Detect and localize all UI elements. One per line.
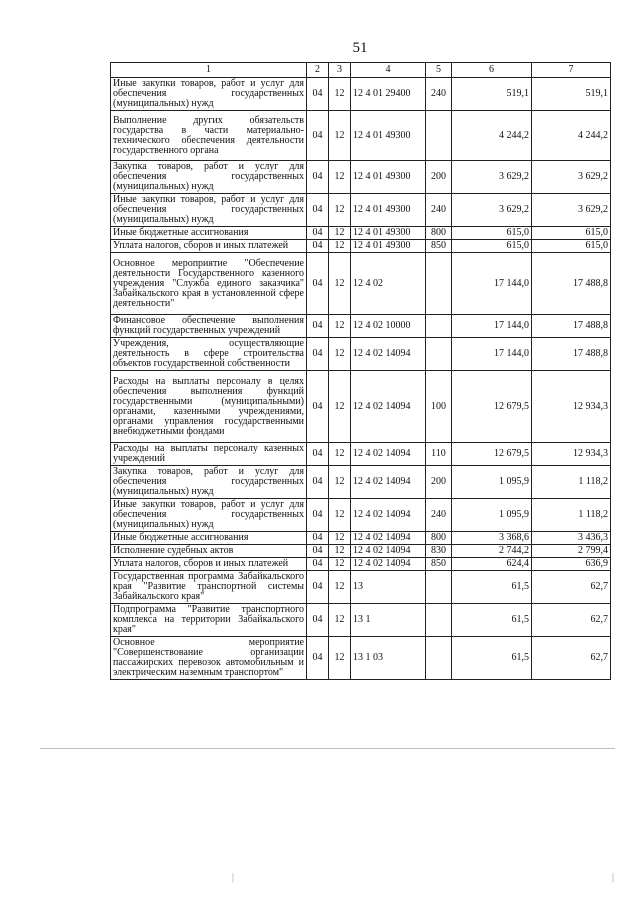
- amount-year1-cell: 519,1: [452, 78, 532, 111]
- expense-type-cell: [426, 571, 452, 604]
- amount-year2-cell: 615,0: [532, 240, 611, 253]
- expense-type-cell: [426, 111, 452, 161]
- expense-type-cell: [426, 253, 452, 315]
- table-row: [111, 78, 611, 111]
- expense-type-cell: 200: [426, 161, 452, 194]
- table-row: [111, 227, 611, 240]
- expense-name-cell: Иные закупки товаров, работ и услуг для обеспечения государственных (муниципальных) нужд: [111, 194, 307, 227]
- expense-type-cell: 200: [426, 466, 452, 499]
- subsection-code-cell: 12: [329, 338, 351, 371]
- table-row: [111, 499, 611, 532]
- table-row: [111, 194, 611, 227]
- expense-name-cell: Расходы на выплаты персоналу в целях обеспечения выполнения функций государственными (муниципальными) органами, казенными учреждениями, органами управления государственными внебюджетными фондами: [111, 371, 307, 443]
- amount-year2-cell: 17 488,8: [532, 253, 611, 315]
- table-row: [111, 571, 611, 604]
- amount-year1-cell: 61,5: [452, 637, 532, 680]
- subsection-code-cell: 12: [329, 558, 351, 571]
- subsection-code-cell: 12: [329, 604, 351, 637]
- header-cell: 2: [307, 63, 329, 78]
- table-row: [111, 371, 611, 443]
- expense-type-cell: [426, 315, 452, 338]
- amount-year2-cell: 1 118,2: [532, 499, 611, 532]
- table-row: [111, 466, 611, 499]
- amount-year1-cell: 3 629,2: [452, 194, 532, 227]
- amount-year1-cell: 1 095,9: [452, 499, 532, 532]
- section-code-cell: 04: [307, 338, 329, 371]
- amount-year2-cell: 62,7: [532, 604, 611, 637]
- target-article-cell: 13: [351, 571, 426, 604]
- amount-year2-cell: 62,7: [532, 571, 611, 604]
- section-code-cell: 04: [307, 558, 329, 571]
- target-article-cell: 12 4 02 14094: [351, 466, 426, 499]
- amount-year2-cell: 17 488,8: [532, 338, 611, 371]
- expense-type-cell: [426, 338, 452, 371]
- amount-year1-cell: 17 144,0: [452, 338, 532, 371]
- section-code-cell: 04: [307, 194, 329, 227]
- target-article-cell: 12 4 02: [351, 253, 426, 315]
- expense-name-cell: Государственная программа Забайкальского края "Развитие транспортной системы Забайкальского края": [111, 571, 307, 604]
- subsection-code-cell: 12: [329, 315, 351, 338]
- subsection-code-cell: 12: [329, 161, 351, 194]
- amount-year2-cell: 2 799,4: [532, 545, 611, 558]
- amount-year1-cell: 12 679,5: [452, 371, 532, 443]
- header-cell: 6: [452, 63, 532, 78]
- target-article-cell: 12 4 01 49300: [351, 227, 426, 240]
- section-code-cell: 04: [307, 637, 329, 680]
- section-code-cell: 04: [307, 111, 329, 161]
- header-cell: 3: [329, 63, 351, 78]
- amount-year1-cell: 4 244,2: [452, 111, 532, 161]
- expense-name-cell: Закупка товаров, работ и услуг для обеспечения государственных (муниципальных) нужд: [111, 161, 307, 194]
- section-code-cell: 04: [307, 78, 329, 111]
- section-code-cell: 04: [307, 466, 329, 499]
- subsection-code-cell: 12: [329, 499, 351, 532]
- amount-year2-cell: 1 118,2: [532, 466, 611, 499]
- section-code-cell: 04: [307, 532, 329, 545]
- amount-year2-cell: 519,1: [532, 78, 611, 111]
- section-code-cell: 04: [307, 315, 329, 338]
- amount-year1-cell: 624,4: [452, 558, 532, 571]
- expense-name-cell: Иные бюджетные ассигнования: [111, 532, 307, 545]
- target-article-cell: 12 4 02 10000: [351, 315, 426, 338]
- target-article-cell: 12 4 02 14094: [351, 338, 426, 371]
- table-row: [111, 315, 611, 338]
- expense-name-cell: Подпрограмма "Развитие транспортного комплекса на территории Забайкальского края": [111, 604, 307, 637]
- subsection-code-cell: 12: [329, 240, 351, 253]
- amount-year2-cell: 636,9: [532, 558, 611, 571]
- page-number: 51: [352, 40, 368, 56]
- table-row: [111, 532, 611, 545]
- expense-type-cell: 800: [426, 532, 452, 545]
- scan-mark: |: [232, 872, 235, 883]
- section-code-cell: 04: [307, 227, 329, 240]
- target-article-cell: 13 1 03: [351, 637, 426, 680]
- section-code-cell: 04: [307, 371, 329, 443]
- table-row: [111, 240, 611, 253]
- amount-year1-cell: 12 679,5: [452, 443, 532, 466]
- subsection-code-cell: 12: [329, 545, 351, 558]
- expense-name-cell: Выполнение других обязательств государства в части материально-технического обеспечения деятельности государственного органа: [111, 111, 307, 161]
- expense-name-cell: Уплата налогов, сборов и иных платежей: [111, 240, 307, 253]
- expense-name-cell: Закупка товаров, работ и услуг для обеспечения государственных (муниципальных) нужд: [111, 466, 307, 499]
- table-row: [111, 637, 611, 680]
- subsection-code-cell: 12: [329, 532, 351, 545]
- table-row: [111, 111, 611, 161]
- header-cell: 4: [351, 63, 426, 78]
- section-code-cell: 04: [307, 161, 329, 194]
- expense-type-cell: 240: [426, 194, 452, 227]
- expense-type-cell: 110: [426, 443, 452, 466]
- amount-year2-cell: 62,7: [532, 637, 611, 680]
- table-row: [111, 545, 611, 558]
- expense-name-cell: Иные бюджетные ассигнования: [111, 227, 307, 240]
- subsection-code-cell: 12: [329, 371, 351, 443]
- subsection-code-cell: 12: [329, 111, 351, 161]
- section-code-cell: 04: [307, 604, 329, 637]
- expense-type-cell: 850: [426, 240, 452, 253]
- subsection-code-cell: 12: [329, 571, 351, 604]
- target-article-cell: 12 4 01 49300: [351, 111, 426, 161]
- table-row: [111, 253, 611, 315]
- target-article-cell: 12 4 01 49300: [351, 194, 426, 227]
- table-row: [111, 443, 611, 466]
- section-code-cell: 04: [307, 240, 329, 253]
- amount-year2-cell: 3 629,2: [532, 161, 611, 194]
- section-code-cell: 04: [307, 571, 329, 604]
- header-cell: 5: [426, 63, 452, 78]
- table-row: [111, 161, 611, 194]
- amount-year1-cell: 615,0: [452, 227, 532, 240]
- expense-name-cell: Основное мероприятие "Совершенствование организации пассажирских перевозок автомобильным и электрическим наземным транспортом": [111, 637, 307, 680]
- amount-year2-cell: 3 436,3: [532, 532, 611, 545]
- amount-year1-cell: 1 095,9: [452, 466, 532, 499]
- amount-year2-cell: 4 244,2: [532, 111, 611, 161]
- expense-type-cell: 800: [426, 227, 452, 240]
- page-bottom-line: [40, 748, 615, 749]
- header-cell: 7: [532, 63, 611, 78]
- section-code-cell: 04: [307, 253, 329, 315]
- target-article-cell: 12 4 02 14094: [351, 558, 426, 571]
- amount-year1-cell: 3 629,2: [452, 161, 532, 194]
- amount-year2-cell: 3 629,2: [532, 194, 611, 227]
- expense-name-cell: Учреждения, осуществляющие деятельность в сфере строительства объектов государственной собственности: [111, 338, 307, 371]
- subsection-code-cell: 12: [329, 637, 351, 680]
- subsection-code-cell: 12: [329, 253, 351, 315]
- amount-year1-cell: 3 368,6: [452, 532, 532, 545]
- subsection-code-cell: 12: [329, 194, 351, 227]
- target-article-cell: 12 4 02 14094: [351, 545, 426, 558]
- table-row: [111, 338, 611, 371]
- expense-type-cell: 830: [426, 545, 452, 558]
- expense-type-cell: [426, 637, 452, 680]
- expense-name-cell: Исполнение судебных актов: [111, 545, 307, 558]
- section-code-cell: 04: [307, 443, 329, 466]
- subsection-code-cell: 12: [329, 466, 351, 499]
- amount-year2-cell: 615,0: [532, 227, 611, 240]
- section-code-cell: 04: [307, 499, 329, 532]
- expense-name-cell: Основное мероприятие "Обеспечение деятельности Государственного казенного учреждения "Служба единого заказчика" Забайкальского края в установленной сфере деятельности": [111, 253, 307, 315]
- target-article-cell: 12 4 01 29400: [351, 78, 426, 111]
- expense-name-cell: Уплата налогов, сборов и иных платежей: [111, 558, 307, 571]
- expense-type-cell: 100: [426, 371, 452, 443]
- scan-mark: |: [612, 872, 615, 883]
- subsection-code-cell: 12: [329, 443, 351, 466]
- amount-year2-cell: 12 934,3: [532, 443, 611, 466]
- amount-year1-cell: 615,0: [452, 240, 532, 253]
- expense-name-cell: Иные закупки товаров, работ и услуг для обеспечения государственных (муниципальных) нужд: [111, 78, 307, 111]
- target-article-cell: 12 4 02 14094: [351, 532, 426, 545]
- target-article-cell: 13 1: [351, 604, 426, 637]
- amount-year1-cell: 2 744,2: [452, 545, 532, 558]
- amount-year1-cell: 61,5: [452, 604, 532, 637]
- amount-year1-cell: 17 144,0: [452, 253, 532, 315]
- amount-year2-cell: 12 934,3: [532, 371, 611, 443]
- expense-type-cell: 850: [426, 558, 452, 571]
- target-article-cell: 12 4 02 14094: [351, 443, 426, 466]
- amount-year2-cell: 17 488,8: [532, 315, 611, 338]
- expense-name-cell: Иные закупки товаров, работ и услуг для обеспечения государственных (муниципальных) нужд: [111, 499, 307, 532]
- expense-name-cell: Расходы на выплаты персоналу казенных учреждений: [111, 443, 307, 466]
- header-row: [111, 63, 611, 78]
- amount-year1-cell: 17 144,0: [452, 315, 532, 338]
- expense-type-cell: 240: [426, 78, 452, 111]
- target-article-cell: 12 4 02 14094: [351, 371, 426, 443]
- amount-year1-cell: 61,5: [452, 571, 532, 604]
- target-article-cell: 12 4 02 14094: [351, 499, 426, 532]
- table-row: [111, 604, 611, 637]
- table-row: [111, 558, 611, 571]
- target-article-cell: 12 4 01 49300: [351, 240, 426, 253]
- expense-type-cell: [426, 604, 452, 637]
- header-cell: 1: [111, 63, 307, 78]
- expense-name-cell: Финансовое обеспечение выполнения функций государственных учреждений: [111, 315, 307, 338]
- target-article-cell: 12 4 01 49300: [351, 161, 426, 194]
- subsection-code-cell: 12: [329, 78, 351, 111]
- expense-type-cell: 240: [426, 499, 452, 532]
- section-code-cell: 04: [307, 545, 329, 558]
- subsection-code-cell: 12: [329, 227, 351, 240]
- budget-table: [110, 62, 611, 680]
